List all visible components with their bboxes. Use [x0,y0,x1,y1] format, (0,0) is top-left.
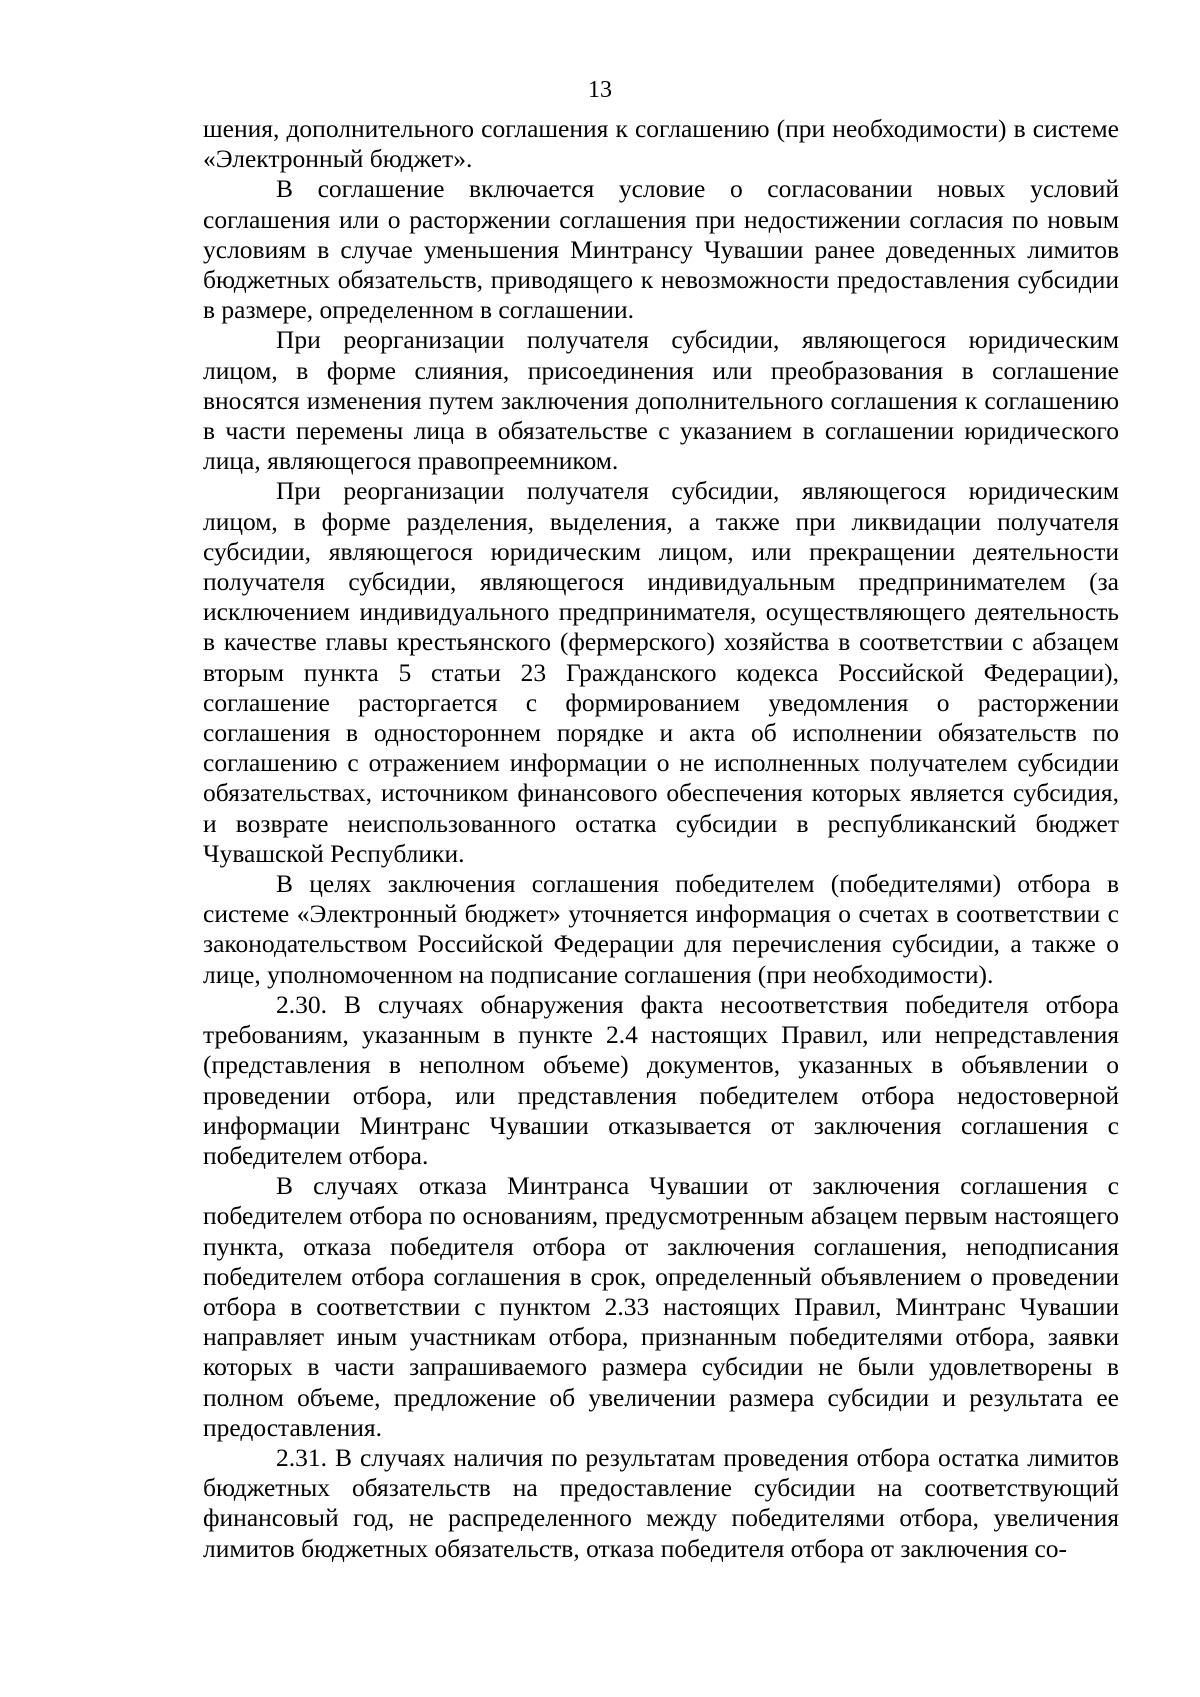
paragraph-8: 2.31. В случаях наличия по результатам проведения отбора остатка лимитов бюджетных обязательств на предоставление субсидии на соответствующий финансовый год, не распределенного между победителями отбора, увеличения лимитов бюджетных обязательств, отказа победителя отбора от заключения со- [203,1442,1119,1563]
paragraph-7: В случаях отказа Минтранса Чувашии от заключения соглашения с победителем отбора по основаниям, предусмотренным абзацем первым настоящего пункта, отказа победителя отбора от заключения соглашения, неподписания победителем отбора соглашения в срок, определенный объявлением о проведении отбора в соответствии с пунктом 2.33 настоящих Правил, Минтранс Чувашии направляет иным участникам отбора, признанным победителями отбора, заявки которых в части запрашиваемого размера субсидии не были удовлетворены в полном объеме, предложение об увеличении размера субсидии и результата ее предоставления. [203,1171,1119,1442]
paragraph-3: При реорганизации получателя субсидии, являющегося юридическим лицом, в форме слияния, присоединения или преобразования в соглашение вносятся изменения путем заключения дополнительного соглашения к соглашению в части перемены лица в обязательстве с указанием в соглашении юридического лица, являющегося правопреемником. [203,325,1119,476]
document-body [203,114,1119,1564]
page-number: 13 [588,77,612,103]
paragraph-2: В соглашение включается условие о согласовании новых условий соглашения или о расторжении соглашения при недостижении согласия по новым условиям в случае уменьшения Минтрансу Чувашии ранее доведенных лимитов бюджетных обязательств, приводящего к невозможности предоставления субсидии в размере, определенном в соглашении. [203,174,1119,325]
paragraph-1: шения, дополнительного соглашения к соглашению (при необходимости) в системе «Электронный бюджет». [203,114,1119,174]
paragraph-4: При реорганизации получателя субсидии, являющегося юридическим лицом, в форме разделения, выделения, а также при ликвидации получателя субсидии, являющегося юридическим лицом, или прекращении деятельности получателя субсидии, являющегося индивидуальным предпринимателем (за исключением индивидуального предпринимателя, осуществляющего деятельность в качестве главы крестьянского (фермерского) хозяйства в соответствии с абзацем вторым пункта 5 статьи 23 Гражданского кодекса Российской Федерации), соглашение расторгается с формированием уведомления о расторжении соглашения в одностороннем порядке и акта об исполнении обязательств по соглашению с отражением информации о не исполненных получателем субсидии обязательствах, источником финансового обеспечения которых является субсидия, и возврате неиспользованного остатка субсидии в республиканский бюджет Чувашской Республики. [203,476,1119,868]
paragraph-6: 2.30. В случаях обнаружения факта несоответствия победителя отбора требованиям, указанным в пункте 2.4 настоящих Правил, или непредставления (представления в неполном объеме) документов, указанных в объявлении о проведении отбора, или представления победителем отбора недостоверной информации Минтранс Чувашии отказывается от заключения соглашения с победителем отбора. [203,989,1119,1170]
paragraph-5: В целях заключения соглашения победителем (победителями) отбора в системе «Электронный бюджет» уточняется информация о счетах в соответствии с законодательством Российской Федерации для перечисления субсидии, а также о лице, уполномоченном на подписание соглашения (при необходимости). [203,869,1119,989]
